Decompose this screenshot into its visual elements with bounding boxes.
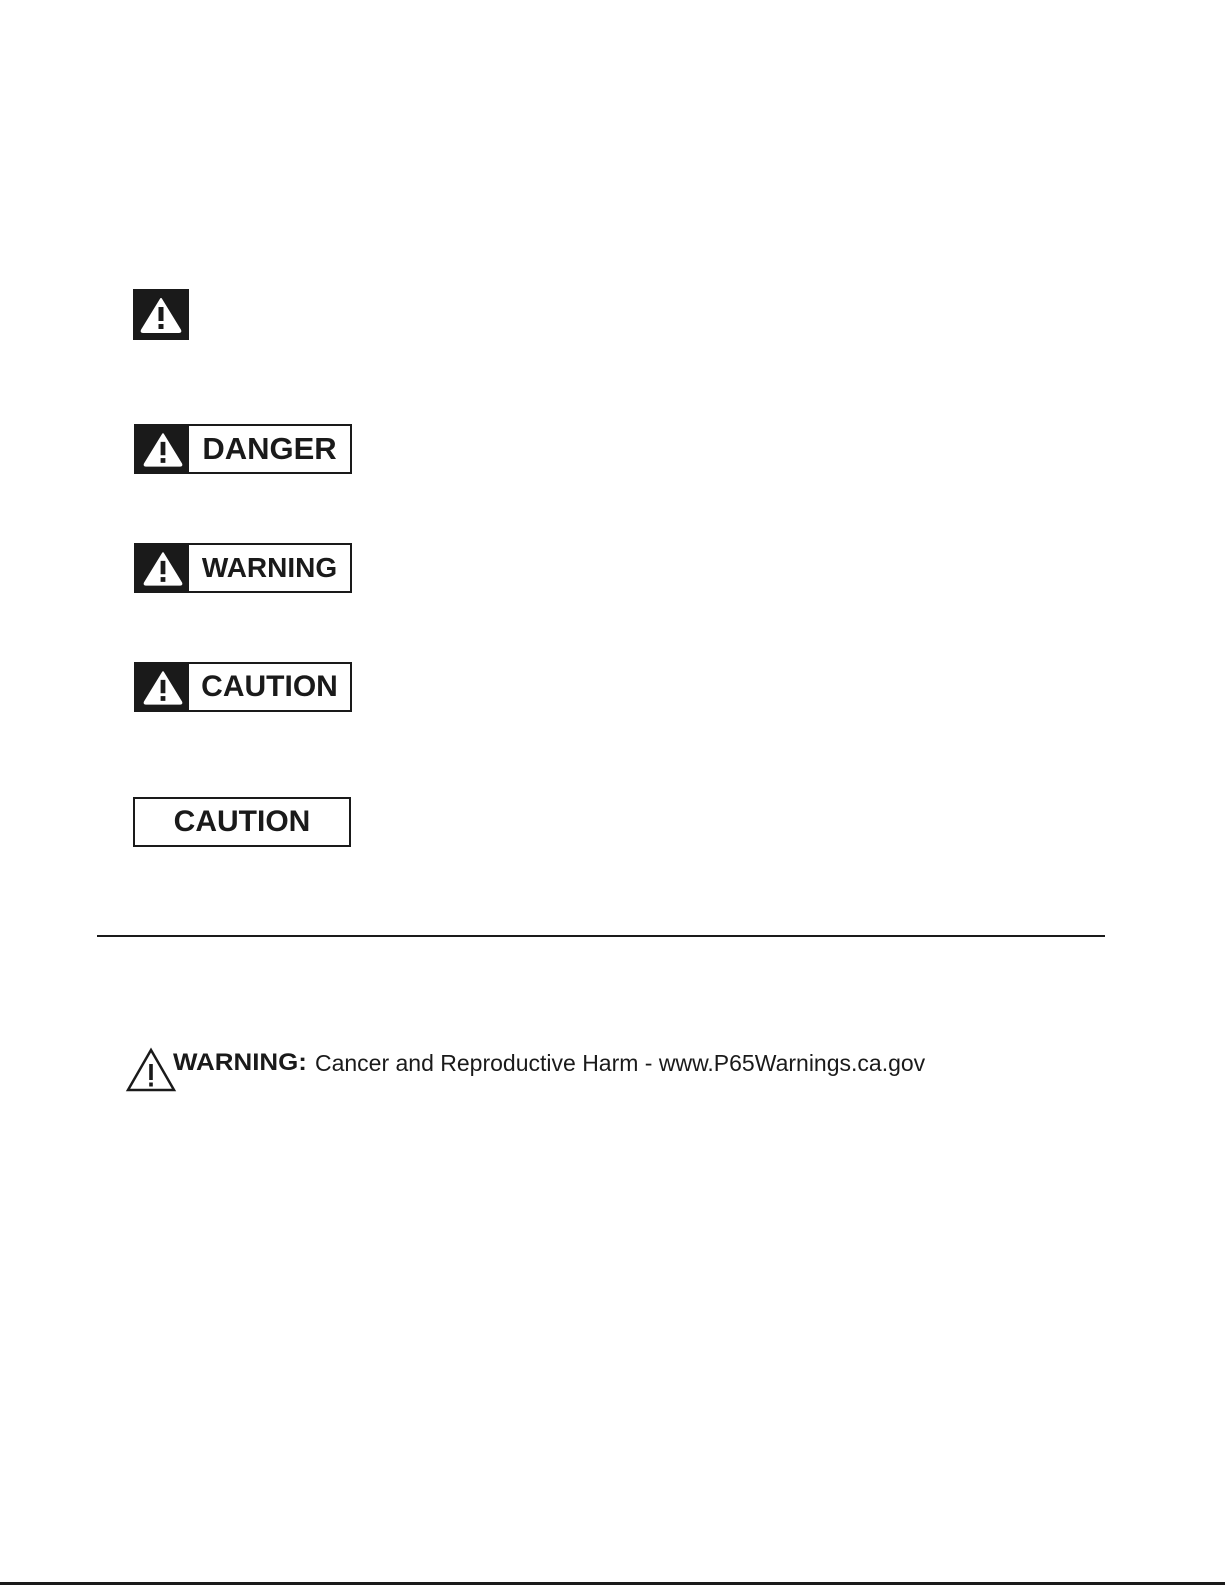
exclamation-triangle-icon xyxy=(142,550,184,587)
prop65-heading: WARNING: xyxy=(173,1049,307,1076)
danger-word: DANGER xyxy=(202,431,337,466)
caution-plain-signal-label xyxy=(133,797,351,847)
exclamation-triangle-icon xyxy=(142,431,184,468)
exclamation-triangle-icon xyxy=(142,669,184,706)
safety-alert-symbol xyxy=(133,289,189,340)
prop65-warning xyxy=(125,1046,925,1094)
exclamation-triangle-icon xyxy=(139,296,183,334)
caution-word: CAUTION xyxy=(201,670,338,703)
caution-signal-label xyxy=(134,662,352,712)
caution-icon-cell xyxy=(136,664,189,710)
danger-signal-label xyxy=(134,424,352,474)
outline-exclamation-triangle-icon xyxy=(125,1047,177,1093)
warning-signal-label xyxy=(134,543,352,593)
section-divider xyxy=(97,935,1105,937)
warning-icon-cell xyxy=(136,545,189,591)
danger-icon-cell xyxy=(136,426,189,472)
prop65-text: Cancer and Reproductive Harm - www.P65Warnings.ca.gov xyxy=(314,1049,926,1076)
warning-word: WARNING xyxy=(201,552,338,583)
caution-plain-word: CAUTION xyxy=(173,805,311,838)
